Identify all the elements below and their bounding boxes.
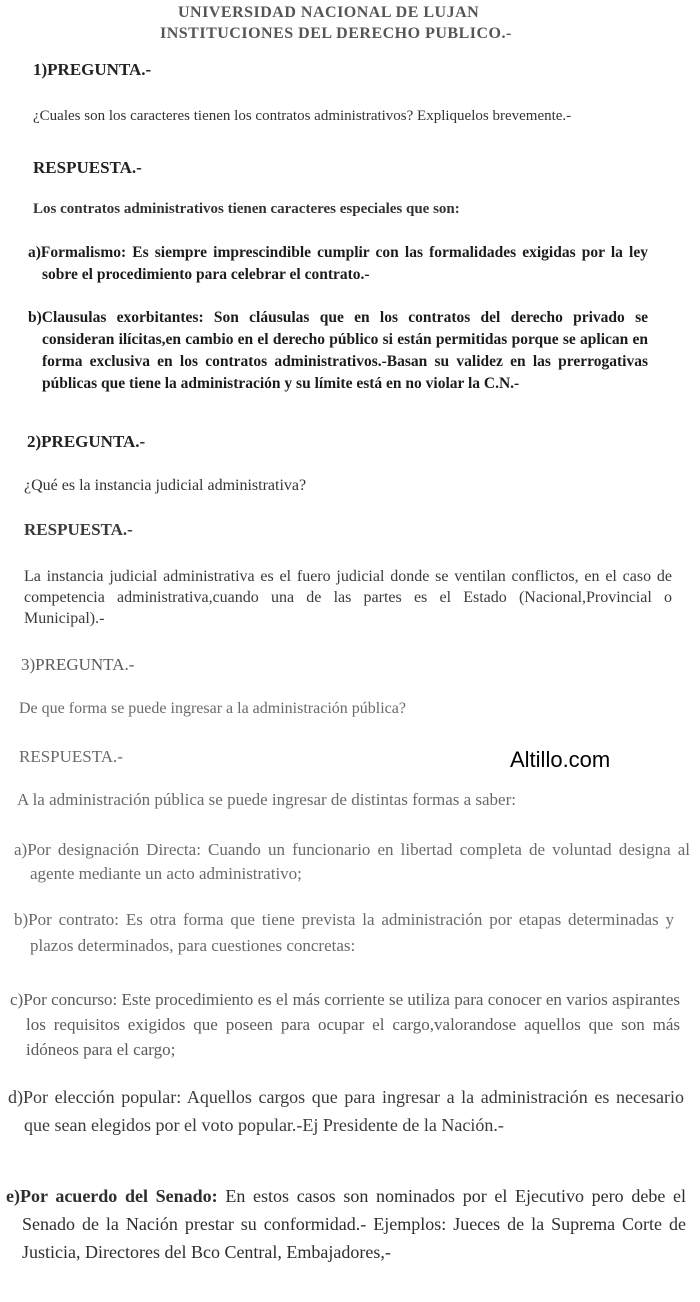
question-3-label: 3)PREGUNTA.- bbox=[21, 655, 135, 674]
item-text: Cuando un funcionario en libertad completa de voluntad designa al agente mediante un acto administrativo; bbox=[30, 840, 690, 883]
question-3-text: De que forma se puede ingresar a la administración pública? bbox=[19, 700, 406, 717]
answer-2-text: La instancia judicial administrativa es el fuero judicial donde se ventilan conflictos, en el caso de competencia administrativa,cuando una de las partes es el Estado (Nacional,Provincial o Municipal).- bbox=[24, 568, 672, 627]
answer-3-intro: A la administración pública se puede ingresar de distintas formas a saber: bbox=[17, 790, 516, 809]
item-text: Es siempre imprescindible cumplir con las formalidades exigidas por la ley sobre el procedimiento para celebrar el contrato.- bbox=[42, 244, 648, 283]
answer-3-label: RESPUESTA.- bbox=[19, 747, 123, 766]
item-text: Es otra forma que tiene prevista la administración por etapas determinadas y plazos determinados, para cuestiones concretas: bbox=[30, 910, 674, 955]
item-lead: a)Formalismo: bbox=[28, 244, 127, 261]
question-2-label: 2)PREGUNTA.- bbox=[27, 432, 146, 451]
item-lead: b)Clausulas exorbitantes: bbox=[28, 309, 204, 326]
list-item bbox=[28, 242, 648, 286]
answer-1-intro: Los contratos administrativos tienen caracteres especiales que son: bbox=[33, 201, 460, 217]
item-lead: a)Por designación Directa: bbox=[14, 840, 201, 859]
answer-1-label: RESPUESTA.- bbox=[33, 158, 142, 177]
item-text: Son cláusulas que en los contratos del derecho privado se consideran ilícitas,en cambio en el derecho público si están permitidas porque se aplican en forma exclusiva en los contratos administrativos.-Basan su validez en las prerrogativas públicas que tiene la administración y su límite está en no violar la C.N.- bbox=[42, 309, 648, 392]
subject-title: INSTITUCIONES DEL DERECHO PUBLICO.- bbox=[160, 25, 512, 42]
list-item bbox=[8, 1083, 684, 1139]
item-lead: b)Por contrato: bbox=[14, 910, 120, 929]
list-item bbox=[6, 1182, 686, 1266]
answer-2-label: RESPUESTA.- bbox=[24, 520, 133, 539]
question-1-label: 1)PREGUNTA.- bbox=[33, 60, 152, 79]
list-item bbox=[28, 307, 648, 395]
question-1-text: ¿Cuales son los caracteres tienen los contratos administrativos? Expliquelos brevemente.- bbox=[33, 108, 572, 124]
item-text: Este procedimiento es el más corriente se utiliza para conocer en varios aspirantes los requisitos exigidos que poseen para ocupar el cargo,valorandose aquellos que son más idóneos para el cargo; bbox=[26, 990, 681, 1059]
list-item bbox=[14, 838, 690, 886]
item-lead: e)Por acuerdo del Senado: bbox=[6, 1186, 218, 1206]
item-text: En estos casos son nominados por el Ejecutivo pero debe el Senado de la Nación prestar su conformidad.- Ejemplos: Jueces de la Suprema Corte de Justicia, Directores del Bco Central, Embajadores,- bbox=[22, 1186, 686, 1262]
university-title: UNIVERSIDAD NACIONAL DE LUJAN bbox=[178, 4, 480, 21]
item-text: Aquellos cargos que para ingresar a la administración es necesario que sean elegidos por el voto popular.-Ej Presidente de la Nación.- bbox=[24, 1087, 684, 1135]
item-lead: d)Por elección popular: bbox=[8, 1087, 182, 1107]
watermark: Altillo.com bbox=[510, 747, 611, 772]
item-lead: c)Por concurso: bbox=[10, 990, 118, 1009]
question-2-text: ¿Qué es la instancia judicial administrativa? bbox=[24, 477, 307, 494]
list-item bbox=[10, 987, 680, 1062]
list-item bbox=[14, 907, 674, 959]
